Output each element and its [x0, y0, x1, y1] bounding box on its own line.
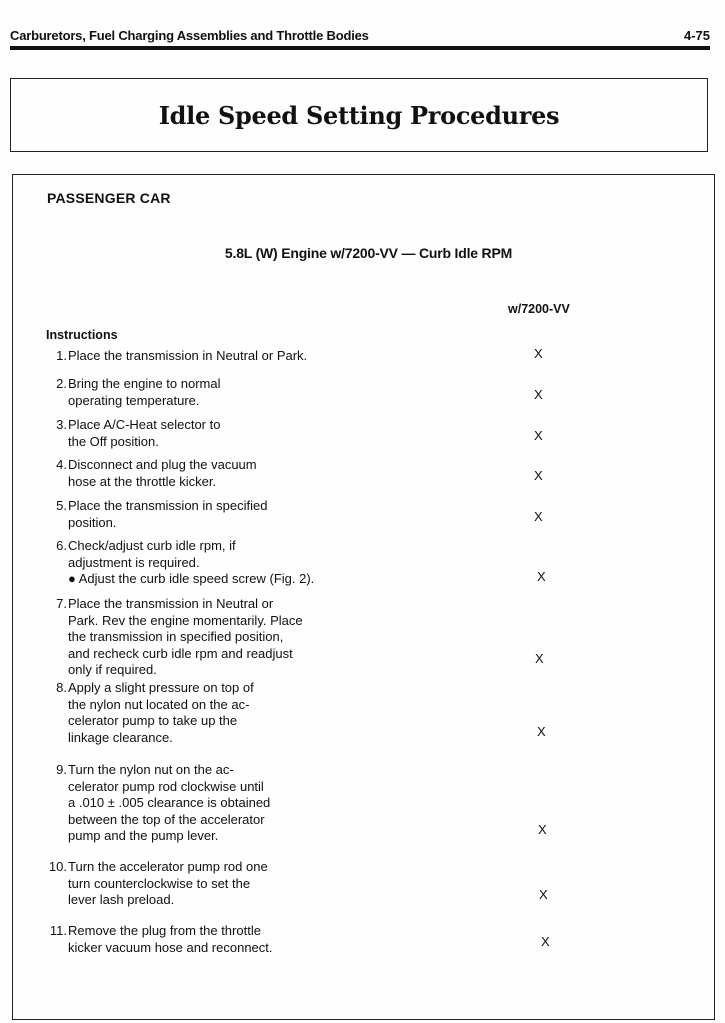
document-title: Idle Speed Setting Procedures: [158, 101, 560, 130]
step-line: Apply a slight pressure on top of: [68, 680, 254, 695]
step-number: 1.: [56, 348, 67, 363]
applicability-mark: X: [534, 468, 543, 483]
step-line: the transmission in specified position,: [68, 629, 284, 644]
step-text: [68, 538, 368, 588]
step-text: [68, 923, 368, 956]
step-number: 6.: [56, 538, 67, 553]
step-line: the nylon nut located on the ac-: [68, 696, 250, 712]
applicability-mark: X: [537, 724, 546, 739]
step-line: operating temperature.: [68, 392, 200, 408]
step-number: 10.: [48, 859, 67, 874]
step-line: turn counterclockwise to set the: [68, 875, 251, 891]
step-line: pump and the pump lever.: [68, 828, 219, 843]
step-line: only if required.: [68, 662, 157, 677]
applicability-mark: X: [537, 569, 546, 584]
step-bullet-line: ● Adjust the curb idle speed screw (Fig. 2).: [68, 571, 315, 586]
applicability-mark: X: [534, 509, 543, 524]
step-text: [68, 762, 368, 845]
step-number: 5.: [56, 498, 67, 513]
step-line: position.: [68, 514, 117, 530]
step-text: [68, 498, 368, 531]
header-rule: [10, 46, 710, 50]
step-line: a .010 ± .005 clearance is obtained: [68, 795, 271, 810]
step-number: 2.: [56, 376, 67, 391]
step-line: Check/adjust curb idle rpm, if: [68, 538, 236, 553]
step-line: Place the transmission in Neutral or Park.: [68, 348, 308, 363]
applicability-mark: X: [539, 887, 548, 902]
title-box: [10, 78, 708, 152]
applicability-mark: X: [541, 934, 550, 949]
step-text: [68, 417, 368, 450]
step-line: the Off position.: [68, 433, 159, 449]
vehicle-type: PASSENGER CAR: [47, 190, 171, 206]
step-line: Bring the engine to normal: [68, 376, 221, 391]
step-line: adjustment is required.: [68, 554, 200, 570]
applicability-mark: X: [535, 651, 544, 666]
step-line: Turn the accelerator pump rod one: [68, 859, 268, 874]
step-line: Remove the plug from the throttle: [68, 923, 261, 938]
step-text: [68, 348, 368, 365]
step-line: celerator pump rod clockwise until: [68, 778, 264, 794]
instructions-heading: Instructions: [46, 328, 118, 342]
step-number: 7.: [56, 596, 67, 611]
step-line: lever lash preload.: [68, 892, 175, 907]
procedure-box: [12, 174, 715, 1020]
step-line: hose at the throttle kicker.: [68, 473, 217, 489]
step-line: Place the transmission in Neutral or: [68, 596, 274, 611]
step-number: 9.: [56, 762, 67, 777]
step-line: Disconnect and plug the vacuum: [68, 457, 257, 472]
step-line: and recheck curb idle rpm and readjust: [68, 645, 293, 661]
step-text: [68, 680, 368, 746]
table-title: 5.8L (W) Engine w/7200-VV — Curb Idle RPM: [224, 245, 513, 261]
step-number: 4.: [56, 457, 67, 472]
step-number: 3.: [56, 417, 67, 432]
step-line: Turn the nylon nut on the ac-: [68, 762, 234, 777]
step-number: 11.: [49, 923, 67, 938]
column-header: w/7200-VV: [508, 302, 570, 316]
page-header: [10, 28, 710, 48]
step-text: [68, 376, 368, 409]
applicability-mark: X: [538, 822, 547, 837]
step-line: linkage clearance.: [68, 729, 173, 745]
step-line: Park. Rev the engine momentarily. Place: [68, 612, 303, 628]
step-line: Place A/C-Heat selector to: [68, 417, 221, 432]
step-line: kicker vacuum hose and reconnect.: [68, 939, 273, 955]
step-line: Place the transmission in specified: [68, 498, 268, 513]
applicability-mark: X: [534, 346, 543, 361]
applicability-mark: X: [534, 387, 543, 402]
page-number: 4-75: [683, 28, 710, 43]
step-text: [68, 596, 368, 679]
step-line: celerator pump to take up the: [68, 713, 238, 728]
step-text: [68, 859, 368, 909]
applicability-mark: X: [534, 428, 543, 443]
step-line: between the top of the accelerator: [68, 811, 265, 827]
step-text: [68, 457, 368, 490]
section-title: Carburetors, Fuel Charging Assemblies and Throttle Bodies: [10, 28, 369, 43]
step-number: 8.: [56, 680, 67, 695]
